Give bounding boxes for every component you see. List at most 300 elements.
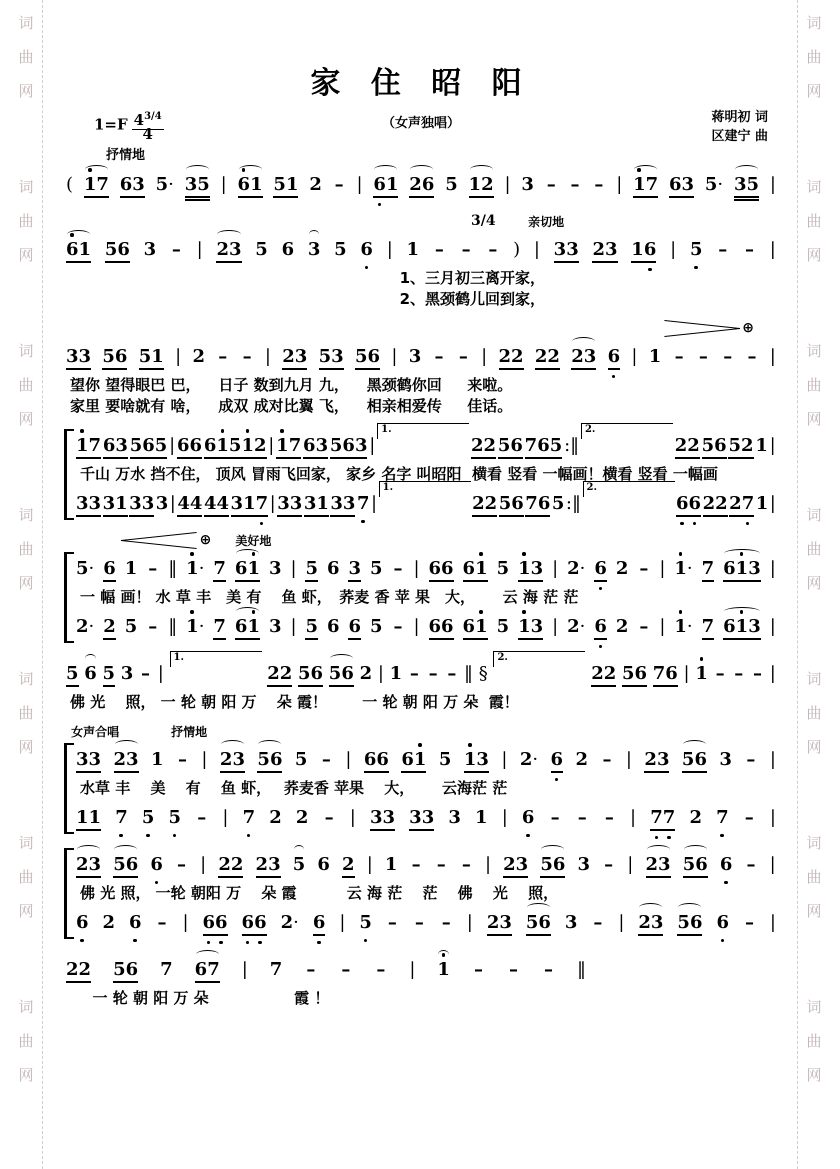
music-token	[115, 807, 128, 829]
watermark-group	[16, 334, 36, 436]
music-token	[293, 854, 306, 876]
note-char: 3	[530, 616, 544, 637]
music-token	[520, 749, 538, 771]
note-char: 5	[104, 239, 118, 260]
watermark-char: 词	[18, 506, 34, 524]
note-char: 2	[216, 239, 230, 260]
music-token	[526, 912, 551, 934]
note-char: 3	[421, 807, 435, 828]
note-char: –	[744, 807, 754, 828]
music-token	[76, 493, 101, 515]
voice-group	[64, 166, 778, 203]
watermark-char: 词	[18, 998, 34, 1016]
barline: |	[769, 493, 776, 514]
note-char: 5	[298, 663, 311, 684]
music-token	[213, 616, 226, 638]
music-token	[391, 346, 397, 368]
note-char: 6	[317, 854, 330, 875]
barline: |	[616, 174, 623, 195]
note-char: –	[341, 959, 351, 980]
note-char: 6	[360, 239, 373, 261]
note-char: 6	[215, 912, 228, 934]
watermark-char: 网	[18, 574, 34, 592]
note-char: 5	[746, 174, 760, 195]
note-char: –	[639, 616, 649, 637]
music-token	[525, 435, 563, 457]
music-token	[409, 959, 415, 981]
note-char: 2	[740, 435, 754, 456]
note-char: –	[434, 346, 444, 367]
note-char: 3	[155, 493, 169, 514]
music-token	[577, 959, 586, 981]
watermark-char: 网	[18, 410, 34, 428]
music-token	[342, 854, 355, 876]
music-token	[627, 854, 633, 876]
note-char: 5	[305, 616, 319, 637]
voice-group	[64, 652, 778, 713]
note-char: –	[393, 558, 403, 579]
note-char: 2	[359, 663, 373, 684]
watermark-char: 词	[18, 178, 34, 196]
note-char: 1	[389, 663, 403, 684]
music-token	[487, 912, 512, 934]
note-char: –	[141, 663, 150, 684]
note-char: 6	[537, 493, 551, 514]
music-token	[304, 493, 329, 515]
music-token	[464, 749, 489, 771]
note-char: –	[218, 346, 228, 367]
note-char: 1	[631, 239, 644, 260]
note-char: 6	[594, 558, 607, 580]
barline: |	[501, 807, 508, 828]
watermark-char: 网	[806, 574, 822, 592]
note-char: 6	[326, 616, 340, 637]
note-char: 1	[385, 174, 399, 195]
note-char: 1	[78, 239, 92, 260]
note-char: 6	[689, 912, 703, 933]
note-char: –	[604, 854, 614, 875]
watermark-group	[16, 6, 36, 108]
music-token	[408, 663, 421, 685]
note-char: 1	[241, 435, 254, 457]
note-char: 3	[88, 749, 102, 770]
barline: |	[769, 663, 776, 684]
note-char: 1	[674, 558, 687, 580]
note-char: 3	[408, 346, 422, 367]
music-token	[169, 435, 175, 457]
expression-annotation: 3/4	[470, 213, 496, 229]
note-char: 2	[715, 493, 728, 514]
note-char: 6	[84, 663, 97, 684]
note-char: 6	[694, 749, 707, 770]
music-token	[729, 493, 754, 515]
note-char: 2	[409, 174, 422, 195]
barline: |	[552, 616, 559, 637]
note-char: –	[387, 912, 397, 933]
music-token	[296, 807, 309, 829]
note-char: 1	[384, 854, 398, 875]
music-token	[185, 174, 210, 196]
lyrics-line: 家里 要啥就有 啥， 成双 成对比翼 飞， 相亲相爱传 佳话。	[70, 397, 513, 415]
music-token	[105, 239, 130, 261]
watermark-char: 曲	[806, 1032, 822, 1050]
barline: |	[391, 346, 398, 367]
note-char: 1	[84, 174, 97, 196]
note-char: 3	[656, 749, 670, 770]
note-char: 5	[438, 749, 452, 770]
music-token	[770, 239, 776, 261]
barline: |	[631, 346, 638, 367]
music-token	[348, 558, 361, 580]
music-token	[770, 558, 776, 580]
watermark-char: 词	[806, 670, 822, 688]
note-char: 1	[648, 346, 662, 367]
watermark-char: 曲	[806, 540, 822, 558]
barline: ‖	[168, 616, 178, 637]
note-char: 2	[689, 807, 702, 828]
music-token	[192, 346, 205, 368]
barline: |	[349, 807, 356, 828]
note-char: 3	[115, 435, 128, 456]
music-token	[345, 749, 351, 771]
barline: |	[769, 912, 776, 933]
note-char: –	[747, 346, 757, 367]
music-token	[552, 558, 558, 580]
music-token	[503, 854, 528, 876]
watermark-char: 曲	[806, 376, 822, 394]
music-token	[139, 346, 164, 368]
music-token	[463, 558, 488, 580]
note-char: 6	[594, 616, 607, 638]
barline: |	[484, 854, 492, 875]
lyrics-line: 望你 望得眼巴 巴， 日子 数到九月 九， 黑颈鹤你回 来啦。	[70, 376, 513, 394]
note-char: 3	[88, 854, 102, 875]
note-char: 3	[530, 558, 544, 579]
note-char: 6	[367, 346, 381, 367]
music-token	[170, 493, 176, 515]
note-char: –	[744, 239, 754, 260]
note-char: 5	[359, 912, 372, 934]
note-char: 1	[285, 174, 299, 195]
music-token	[644, 749, 669, 771]
music-token	[195, 807, 208, 829]
note-char: 2	[470, 435, 484, 456]
music-token	[578, 854, 591, 876]
note-char: 2	[503, 854, 516, 875]
note-char: 1	[316, 493, 329, 514]
music-token	[413, 558, 419, 580]
note-char: 6	[76, 912, 89, 934]
note-char: 2	[102, 912, 116, 933]
music-token	[317, 854, 330, 876]
music-token	[151, 749, 164, 771]
music-token	[76, 854, 101, 876]
note-char: 2	[472, 493, 485, 514]
note-char: 5	[292, 854, 306, 875]
music-token	[549, 807, 562, 829]
note-char: 1	[151, 346, 164, 367]
barline: |	[345, 749, 352, 770]
music-token	[594, 558, 607, 580]
note-char: 1	[243, 493, 256, 514]
music-token	[204, 435, 267, 457]
music-token	[440, 912, 453, 934]
music-token	[499, 493, 524, 515]
note-char: ·	[168, 174, 174, 195]
watermark-group	[16, 662, 36, 764]
music-token	[576, 807, 589, 829]
note-char: 6	[234, 558, 248, 579]
music-token	[360, 663, 373, 685]
note-char: 3	[294, 346, 308, 367]
note-char: –	[543, 959, 553, 980]
music-token	[204, 493, 229, 515]
lyrics-line: 佛 光 照， 一轮 朝阳 万 朵 霞 云 海 茫 茫 佛 光 照，	[80, 884, 559, 902]
music-token	[460, 239, 473, 261]
note-char: 3	[521, 174, 534, 195]
note-char: 3	[448, 807, 461, 828]
note-char: 5	[255, 239, 268, 260]
music-token	[371, 493, 377, 515]
note-char: 5	[138, 346, 152, 367]
note-char: 2	[253, 435, 267, 456]
note-char: 2	[603, 663, 617, 684]
music-line	[64, 166, 778, 203]
note-char: 2	[267, 663, 280, 684]
music-token	[269, 807, 282, 829]
note-char: –	[723, 346, 733, 367]
score-system-chorus-line-2	[64, 846, 778, 941]
note-char: –	[177, 854, 187, 875]
music-token	[410, 854, 423, 876]
music-token	[235, 616, 260, 638]
lyrics-line: 千山 万水 挡不住， 顶风 冒雨飞回家， 家乡 名字 叫昭阳 横看 竖看 一幅画！横看 竖看 一幅画	[80, 465, 718, 483]
note-char: –	[674, 346, 684, 367]
note-char: 7	[524, 435, 538, 456]
music-token	[269, 558, 282, 580]
note-char: ·	[532, 749, 539, 770]
note-char: 6	[281, 239, 295, 260]
note-char: 6	[176, 435, 190, 456]
music-token	[281, 912, 299, 934]
music-token	[370, 616, 383, 638]
music-token	[360, 239, 373, 261]
watermark-char: 曲	[18, 540, 34, 558]
music-token	[592, 174, 605, 196]
note-char: 1	[475, 616, 488, 638]
music-token	[472, 959, 485, 981]
score-system-intro-line-1	[64, 166, 778, 203]
watermark-char: 词	[18, 670, 34, 688]
lyrics-line: 一 幅 画！ 水 草 丰 美 有 鱼 虾， 荞麦 香 苹 果 大， 云 海 茫 茫	[80, 588, 579, 606]
note-char: 6	[363, 749, 377, 770]
note-char: 5	[621, 663, 635, 684]
score-system-duet-line-1	[64, 424, 778, 522]
note-char: 2	[645, 854, 659, 875]
music-token	[386, 912, 399, 934]
note-char: –	[414, 912, 424, 933]
note-char: –	[604, 807, 614, 828]
note-char: –	[409, 663, 419, 684]
score-system-solo-line-voltas	[64, 652, 778, 713]
watermark-char: 曲	[806, 704, 822, 722]
music-token	[565, 912, 578, 934]
music-token	[203, 912, 228, 934]
music-token	[357, 493, 370, 515]
note-char: 2	[591, 663, 604, 684]
music-token	[603, 807, 616, 829]
note-char: 6	[428, 616, 442, 637]
note-char: 5	[155, 174, 169, 195]
note-char: 6	[234, 616, 248, 637]
music-token	[195, 959, 220, 981]
barline: |	[413, 616, 420, 637]
note-char: 2	[729, 493, 742, 514]
song-subtitle: （女声独唱）	[381, 116, 460, 131]
watermark-group	[804, 498, 824, 600]
note-char: 2	[575, 749, 589, 770]
note-char: –	[550, 807, 560, 828]
note-char: 3	[658, 854, 671, 875]
music-token	[638, 912, 663, 934]
music-token	[113, 959, 138, 981]
music-token	[76, 616, 94, 638]
note-char: –	[242, 346, 252, 367]
music-token	[755, 435, 768, 457]
note-char: 6	[269, 749, 283, 770]
barline: |	[369, 435, 376, 456]
note-char: 1	[115, 493, 128, 514]
note-char: 1	[518, 616, 531, 638]
note-char: 5	[496, 616, 510, 637]
watermark-char: 网	[806, 82, 822, 100]
music-token	[222, 807, 228, 829]
watermark-char: 词	[806, 342, 822, 360]
note-char: ·	[686, 616, 693, 637]
note-char: 6	[194, 959, 208, 980]
note-char: 6	[242, 912, 255, 934]
barline: |	[769, 239, 776, 260]
note-char: 3	[78, 346, 92, 367]
score-system-chorus-line-1	[64, 723, 778, 836]
music-token	[690, 239, 703, 261]
music-token	[439, 749, 452, 771]
note-char: 3	[733, 174, 747, 195]
music-line	[74, 424, 778, 464]
note-char: –	[570, 174, 580, 195]
note-char: 6	[695, 854, 708, 875]
score-system-final-line	[64, 951, 778, 1009]
music-token	[571, 346, 596, 368]
note-char: –	[171, 239, 181, 260]
note-char: 5	[142, 807, 155, 829]
watermark-char: 曲	[806, 212, 822, 230]
note-char: 5	[445, 174, 458, 195]
music-token	[130, 435, 168, 457]
barline: |	[157, 663, 164, 684]
music-token	[743, 912, 756, 934]
note-char: 6	[313, 912, 326, 934]
note-char: 6	[714, 435, 727, 456]
barline: |	[466, 912, 473, 933]
note-char: 7	[288, 435, 302, 456]
music-token	[684, 663, 690, 685]
music-token	[673, 346, 686, 368]
score-system-duet-line-2	[64, 532, 778, 645]
barline: |	[169, 493, 176, 514]
music-token	[235, 558, 260, 580]
note-char: 6	[310, 663, 324, 684]
music-token	[676, 493, 701, 515]
music-token	[282, 239, 295, 261]
note-char: 6	[462, 616, 476, 637]
music-token	[522, 807, 535, 829]
note-char: 5	[540, 854, 553, 875]
note-char: 6	[676, 493, 689, 515]
note-char: 3	[719, 749, 732, 770]
note-char: 3	[277, 493, 290, 514]
music-token	[633, 174, 658, 196]
music-token	[305, 616, 318, 638]
lyrics-line: 佛 光 照， 一 轮 朝 阳 万 朵 霞！ 一 轮 朝 阳 万 朵 霞！	[70, 693, 519, 711]
music-token	[745, 854, 758, 876]
music-token	[218, 854, 243, 876]
volta-bracket: 2.	[581, 423, 673, 439]
music-token	[437, 959, 450, 981]
watermark-char: 词	[18, 342, 34, 360]
note-char: 4	[177, 493, 190, 514]
right-border-dashline	[797, 0, 798, 1169]
note-char: –	[488, 239, 498, 260]
expression-annotation: 亲切地	[528, 215, 565, 229]
music-token	[631, 346, 637, 368]
music-token	[139, 663, 152, 685]
barline: |	[269, 493, 276, 514]
note-char: –	[734, 663, 744, 684]
music-line	[74, 550, 778, 587]
note-char: 5	[124, 616, 138, 637]
music-line	[64, 338, 778, 375]
music-token	[169, 807, 182, 829]
note-char: :	[564, 435, 571, 456]
music-line	[64, 231, 778, 268]
watermark-char: 网	[18, 82, 34, 100]
music-token	[481, 346, 487, 368]
watermark-group	[16, 990, 36, 1092]
music-token	[591, 912, 604, 934]
note-char: 3	[307, 239, 321, 260]
barline: |	[618, 912, 625, 933]
music-token	[359, 912, 372, 934]
barline: |	[504, 174, 511, 195]
music-token	[689, 807, 702, 829]
music-line	[74, 482, 778, 522]
note-char: 2	[592, 239, 606, 260]
note-char: 5	[354, 346, 368, 367]
note-char: 6	[401, 749, 414, 770]
note-char: 2	[280, 912, 294, 933]
music-token	[513, 239, 520, 261]
music-token	[600, 749, 613, 771]
note-char: 6	[511, 493, 524, 514]
note-char: –	[157, 912, 167, 933]
note-char: 3	[126, 749, 139, 770]
music-token	[677, 912, 702, 934]
music-token	[770, 435, 776, 457]
music-token	[567, 558, 585, 580]
note-char: 6	[689, 493, 702, 515]
music-token	[156, 174, 174, 196]
